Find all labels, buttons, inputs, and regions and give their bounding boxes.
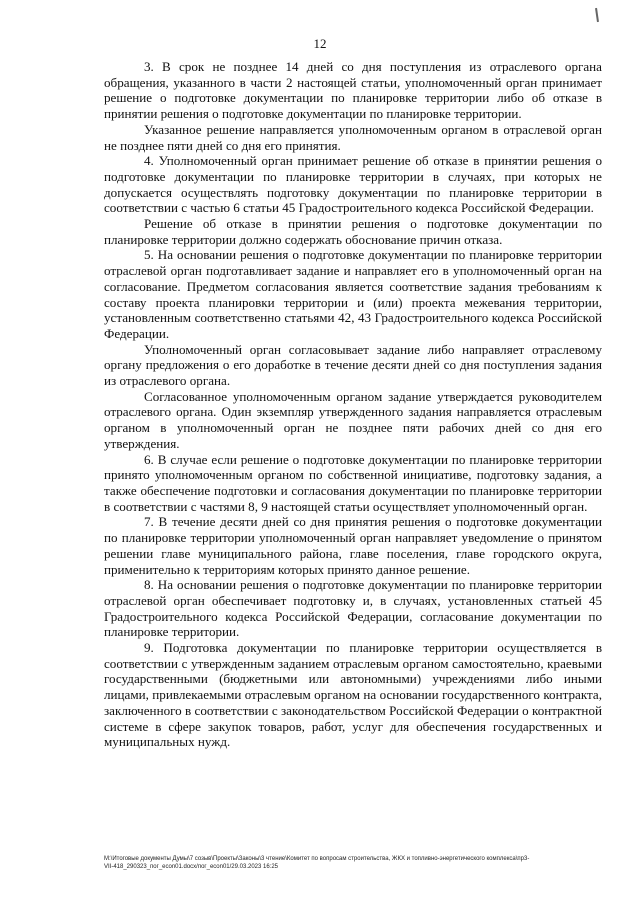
paragraph-3: 3. В срок не позднее 14 дней со дня поступления из отраслевого органа обращения, указанного в части 2 настоящей статьи, уполномоченный орган принимает решение о подготовке документации по планировке территории либо об отказе в принятии решения о подготовке документации по планировке территории.	[104, 59, 602, 122]
file-path-footer	[104, 855, 604, 871]
paragraph-5-confirmation: Согласованное уполномоченным органом задание утверждается руководителем отраслевого органа. Один экземпляр утвержденного задания направляется отраслевым органом в уполномоченный орган не позднее пяти рабочих дней со дня его утверждения.	[104, 388, 602, 451]
scan-mark	[595, 8, 599, 22]
paragraph-6: 6. В случае если решение о подготовке документации по планировке территории принято уполномоченным органом по собственной инициативе, подготовку задания, а также обеспечение подготовки и согласования документации по планировке территории в соответствии с частями 8, 9 настоящей статьи осуществляет уполномоченный орган.	[104, 451, 602, 514]
paragraph-8: 8. На основании решения о подготовке документации по планировке территории отраслевой орган обеспечивает подготовку и, в случаях, установленных статьей 45 Градостроительного кодекса Российской Федерации, согласование документации по планировке территории.	[104, 577, 602, 640]
paragraph-7: 7. В течение десяти дней со дня принятия решения о подготовке документации по планировке территории уполномоченный орган направляет уведомление о принятом решении главе муниципального района, главе поселения, главе городского округа, применительно к территориям которых принято данное решение.	[104, 514, 602, 577]
paragraph-4-note: Решение об отказе в принятии решения о подготовке документации по планировке территории должно содержать обоснование причин отказа.	[104, 216, 602, 247]
paragraph-4: 4. Уполномоченный орган принимает решение об отказе в принятии решения о подготовке документации по планировке территории в случаях, при которых не допускается осуществлять подготовку документации по планировке территории в соответствии с частью 6 статьи 45 Градостроительного кодекса Российской Федерации.	[104, 153, 602, 216]
paragraph-3-note: Указанное решение направляется уполномоченным органом в отраслевой орган не позднее пяти дней со дня его принятия.	[104, 121, 602, 153]
paragraph-5: 5. На основании решения о подготовке документации по планировке территории отраслевой орган подготавливает задание и направляет его в уполномоченный орган на согласование. Предметом согласования является соответствие задания требованиям к составу проекта планировки территории и (или) проекта межевания территории, установленным соответственно статьями 42, 43 Градостроительного кодекса Российской Федерации.	[104, 247, 602, 341]
footer-path-line-2: VII-418_290323_пог_econ01.docx/пог_econ01/29.03.2023 16:25	[104, 864, 279, 870]
page-number: 12	[313, 36, 327, 51]
paragraph-9: 9. Подготовка документации по планировке территории осуществляется в соответствии с утвержденным заданием отраслевым органом самостоятельно, краевыми государственными (бюджетными или автономными) учреждениями либо иными лицами, привлекаемыми отраслевым органом на основании государственного контракта, заключенного в соответствии с законодательством Российской Федерации о контрактной системе в сфере закупок товаров, работ, услуг для обеспечения государственных и муниципальных нужд.	[104, 640, 602, 750]
document-body	[104, 59, 602, 750]
footer-path-line-1: M:\Итоговые документы Думы\7 созыв\Проекты\Законы\3 чтение\Комитет по вопросам строительства, ЖКХ и топливно-энергетического комплекса\пр3-	[104, 856, 530, 862]
paragraph-5-approval: Уполномоченный орган согласовывает задание либо направляет отраслевому органу предложения о его доработке в течение десяти дней со дня поступления задания из отраслевого органа.	[104, 341, 602, 389]
